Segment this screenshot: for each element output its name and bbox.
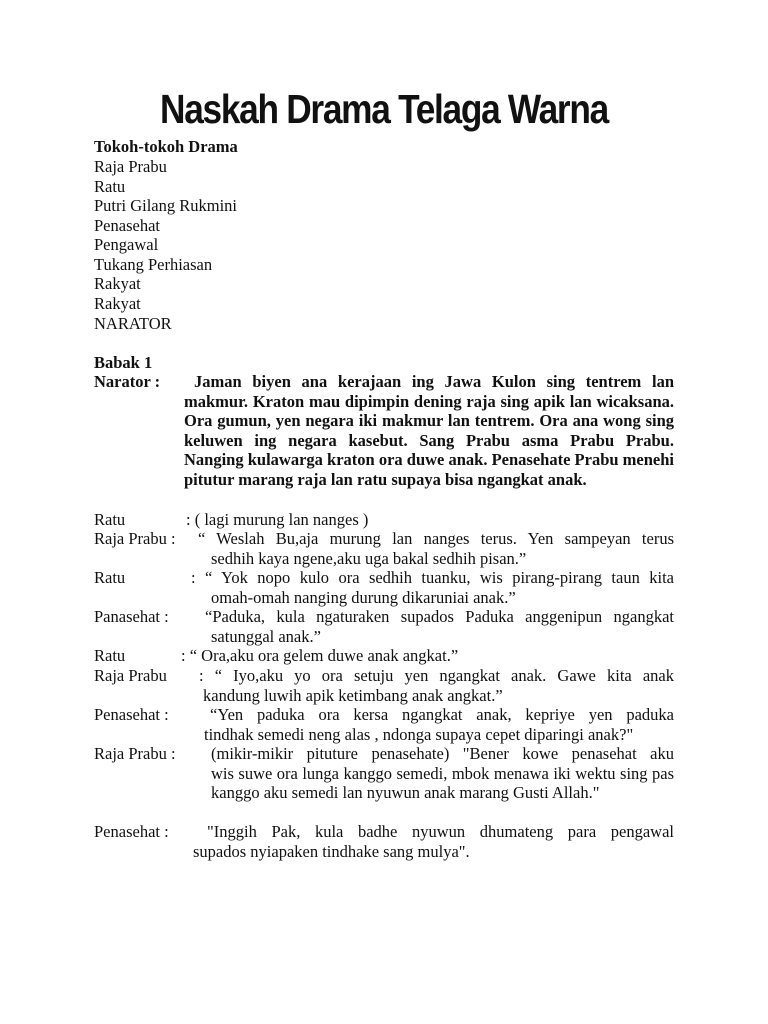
dialogue-speaker: Ratu bbox=[94, 568, 126, 587]
dialogue-speaker: Ratu bbox=[94, 510, 126, 529]
dialogue-text: “Paduka, kula ngaturaken supados Paduka anggenipun ngangkat satunggal anak.” bbox=[205, 607, 674, 646]
character-item: Pengawal bbox=[94, 235, 159, 254]
act-heading: Babak 1 bbox=[94, 353, 153, 372]
dialogue-speaker: Penasehat : bbox=[94, 705, 169, 724]
dialogue-speaker: Raja Prabu : bbox=[94, 529, 176, 548]
dialogue-speaker: Panasehat : bbox=[94, 607, 169, 626]
dialogue-text: (mikir-mikir pituture penasehate) "Bener kowe penasehat aku wis suwe ora lunga kanggo semedi, mbok menawa iki wektu sing pas kanggo aku semedi lan nyuwun anak marang Gusti Allah." bbox=[211, 744, 674, 803]
character-item: Putri Gilang Rukmini bbox=[94, 196, 238, 215]
characters-heading: Tokoh-tokoh Drama bbox=[94, 137, 238, 156]
character-item: NARATOR bbox=[94, 314, 172, 333]
character-item: Rakyat bbox=[94, 294, 141, 313]
dialogue-speaker: Narator : bbox=[94, 372, 161, 391]
character-item: Rakyat bbox=[94, 274, 141, 293]
dialogue-text: : “ Yok nopo kulo ora sedhih tuanku, wis pirang-pirang taun kita omah-omah nanging durung dikaruniai anak.” bbox=[191, 568, 674, 607]
dialogue-speaker: Raja Prabu bbox=[94, 666, 167, 685]
dialogue-speaker: Ratu bbox=[94, 646, 126, 665]
dialogue-text: : “ Iyo,aku yo ora setuju yen ngangkat anak. Gawe kita anak kandung luwih apik ketimbang anak angkat.” bbox=[199, 666, 674, 705]
character-item: Penasehat bbox=[94, 216, 160, 235]
character-item: Tukang Perhiasan bbox=[94, 255, 213, 274]
dialogue-text: “ Weslah Bu,aja murung lan nanges terus. Yen sampeyan terus sedhih kaya ngene,aku uga bakal sedhih pisan.” bbox=[198, 529, 674, 568]
character-item: Raja Prabu bbox=[94, 157, 167, 176]
document-title: Naskah Drama Telaga Warna bbox=[160, 86, 608, 132]
character-item: Ratu bbox=[94, 177, 126, 196]
dialogue-text: : “ Ora,aku ora gelem duwe anak angkat.” bbox=[181, 646, 459, 665]
dialogue-text: : ( lagi murung lan nanges ) bbox=[186, 510, 369, 529]
dialogue-speaker: Raja Prabu : bbox=[94, 744, 176, 763]
dialogue-text: “Yen paduka ora kersa ngangkat anak, kepriye yen paduka tindhak semedi neng alas , ndonga supaya cepet diparingi anak?" bbox=[204, 705, 674, 744]
dialogue-text: "Inggih Pak, kula badhe nyuwun dhumateng para pengawal supados nyiapaken tindhake sang mulya". bbox=[193, 822, 674, 861]
dialogue-text: Jaman biyen ana kerajaan ing Jawa Kulon sing tentrem lan makmur. Kraton mau dipimpin dening raja sing apik lan wicaksana. Ora gumun, yen negara iki makmur lan tentrem. Ora ana wong sing keluwen ing negara kasebut. Sang Prabu asma Prabu Prabu. Nanging kulawarga kraton ora duwe anak. Penasehate Prabu menehi pitutur marang raja lan ratu supaya bisa ngangkat anak. bbox=[184, 372, 674, 489]
dialogue-speaker: Penasehat : bbox=[94, 822, 169, 841]
